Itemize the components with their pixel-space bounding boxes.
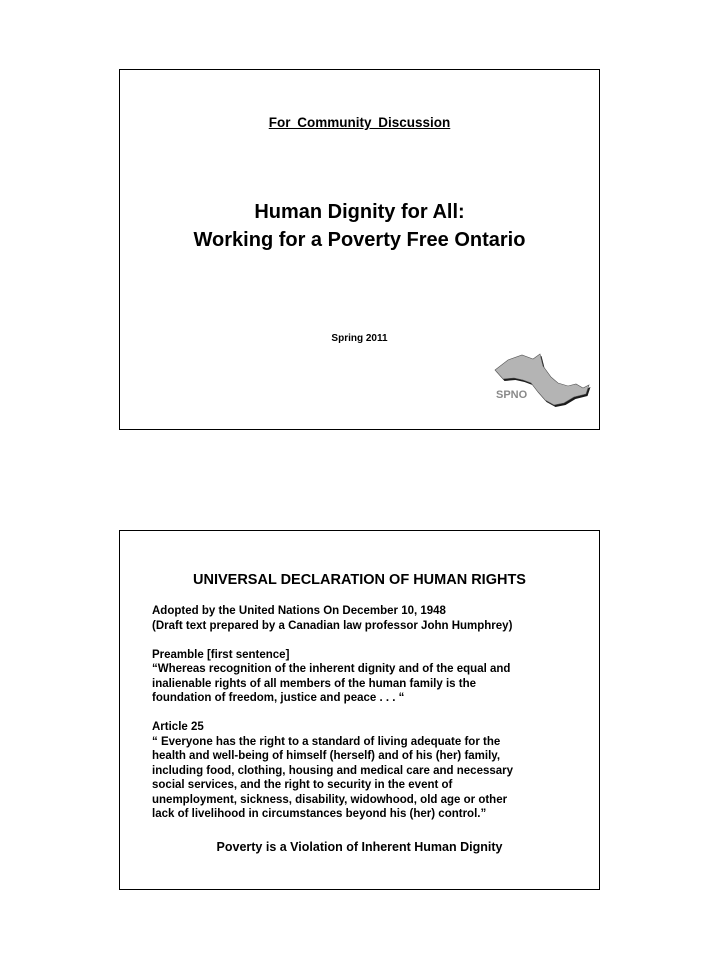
title-line-2: Working for a Poverty Free Ontario [193, 229, 526, 251]
slide-title [119, 69, 600, 430]
preamble-line-2: inalienable rights of all members of the human family is the [152, 677, 476, 690]
article-line-1: “ Everyone has the right to a standard of living adequate for the [152, 735, 501, 748]
article-line-5: unemployment, sickness, disability, widowhood, old age or other [152, 793, 508, 806]
slide-declaration [119, 530, 600, 890]
article-label: Article 25 [152, 721, 204, 733]
title-line-1: Human Dignity for All: [254, 201, 465, 223]
preamble-paragraph [152, 648, 582, 706]
ontario-map-logo [488, 350, 594, 408]
footer-statement: Poverty is a Violation of Inherent Human Dignity [216, 840, 503, 854]
page-title [120, 198, 599, 254]
article-line-2: health and well-being of himself (herself) and of his (her) family, [152, 750, 501, 762]
logo-text: SPNO [496, 389, 528, 401]
preamble-line-1: “Whereas recognition of the inherent dignity and of the equal and [152, 663, 511, 675]
preamble-line-3: foundation of freedom, justice and peace . . . “ [152, 692, 405, 704]
article-paragraph [152, 720, 582, 822]
adopted-line-2: (Draft text prepared by a Canadian law professor John Humphrey) [152, 619, 513, 632]
article-line-3: including food, clothing, housing and medical care and necessary [152, 764, 514, 777]
declaration-heading: UNIVERSAL DECLARATION OF HUMAN RIGHTS [193, 572, 526, 588]
article-line-4: social services, and the right to security in the event of [152, 779, 453, 791]
adopted-line-1: Adopted by the United Nations On December 10, 1948 [152, 605, 446, 617]
kicker-text: For Community Discussion [268, 115, 451, 130]
declaration-body [152, 604, 582, 836]
preamble-label: Preamble [first sentence] [152, 648, 290, 661]
article-line-6: lack of livelihood in circumstances beyond his (her) control.” [152, 808, 487, 820]
adopted-paragraph [152, 604, 582, 633]
date-text: Spring 2011 [331, 333, 388, 344]
